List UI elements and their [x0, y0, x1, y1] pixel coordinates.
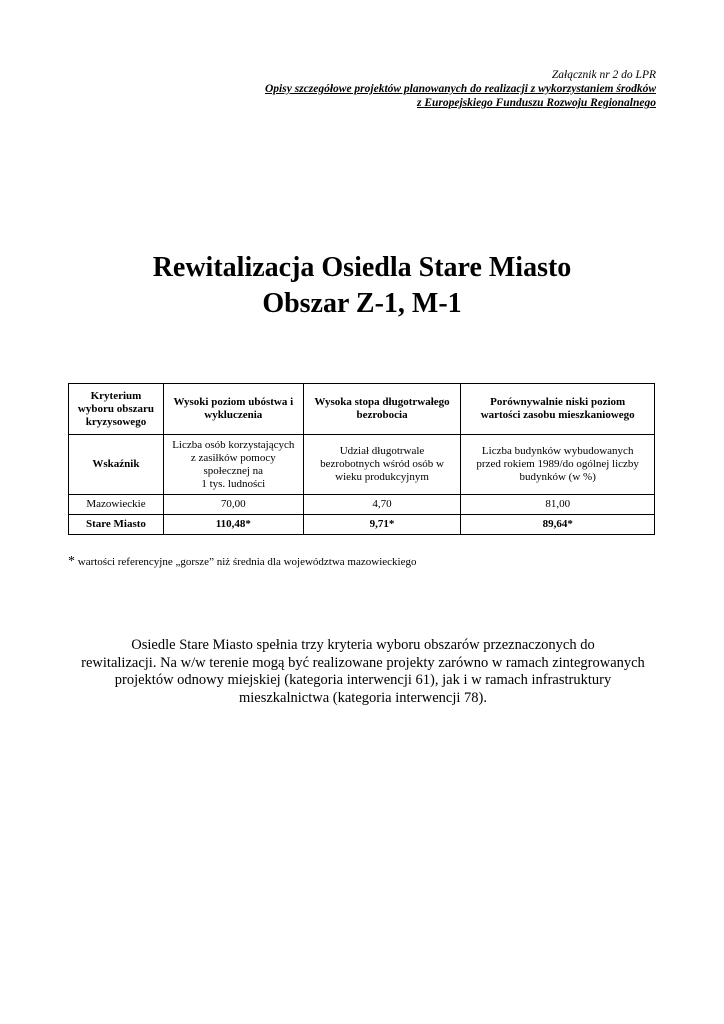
table-row-indicator [69, 435, 655, 495]
value-cell-housing: 81,00 [461, 495, 655, 515]
page-title-line1: Rewitalizacja Osiedla Stare Miasto [152, 252, 572, 283]
value-cell-housing: 89,64* [461, 515, 655, 535]
table-row-stare-miasto [69, 515, 655, 535]
page-title [0, 250, 724, 322]
row-label: Mazowieckie [69, 495, 164, 515]
table-row-mazowieckie [69, 495, 655, 515]
row-label: Stare Miasto [69, 515, 164, 535]
header-cell-unemployment: Wysoka stopa długotrwałego bezrobocia [303, 384, 461, 435]
indicator-cell-unemployment: Udział długotrwale bezrobotnych wśród osób w wieku produkcyjnym [303, 435, 461, 495]
attachment-label: Załącznik nr 2 do LPR [551, 69, 656, 81]
summary-paragraph [68, 637, 658, 707]
criteria-table [68, 383, 655, 535]
footnote-text: wartości referencyjne „gorsze” niż średnia dla województwa mazowieckiego [75, 556, 417, 568]
paragraph-line: projektów odnowy miejskiej (kategoria interwencji 61), jak i w ramach infrastruktury [114, 672, 612, 688]
header-cell-criterion: Kryterium wyboru obszaru kryzysowego [69, 384, 164, 435]
indicator-cell-housing: Liczba budynków wybudowanych przed rokiem 1989/do ogólnej liczby budynków (w %) [461, 435, 655, 495]
page-title-line2: Obszar Z-1, M-1 [262, 288, 462, 319]
indicator-cell-poverty: Liczba osób korzystających z zasiłków pomocy społecznej na 1 tys. ludności [163, 435, 303, 495]
paragraph-line: rewitalizacji. Na w/w terenie mogą być realizowane projekty zarówno w ramach zintegrowanych [81, 654, 645, 671]
header-cell-housing: Porównywalnie niski poziom wartości zasobu mieszkaniowego [461, 384, 655, 435]
paragraph-line: mieszkalnictwa (kategoria interwencji 78). [238, 689, 487, 706]
table-header-row [69, 384, 655, 435]
value-cell-poverty: 70,00 [163, 495, 303, 515]
paragraph-line: Osiedle Stare Miasto spełnia trzy kryteria wyboru obszarów przeznaczonych do [131, 637, 595, 653]
footnote [68, 555, 416, 569]
header-subtitle-line2: z Europejskiego Funduszu Rozwoju Regionalnego [416, 97, 656, 109]
value-cell-poverty: 110,48* [163, 515, 303, 535]
document-header [96, 68, 656, 110]
header-cell-poverty: Wysoki poziom ubóstwa i wykluczenia [163, 384, 303, 435]
value-cell-unemployment: 9,71* [303, 515, 461, 535]
value-cell-unemployment: 4,70 [303, 495, 461, 515]
header-subtitle-line1: Opisy szczegółowe projektów planowanych do realizacji z wykorzystaniem środków [264, 83, 656, 95]
indicator-label: Wskaźnik [69, 435, 164, 495]
footnote-asterisk: * [68, 554, 75, 569]
